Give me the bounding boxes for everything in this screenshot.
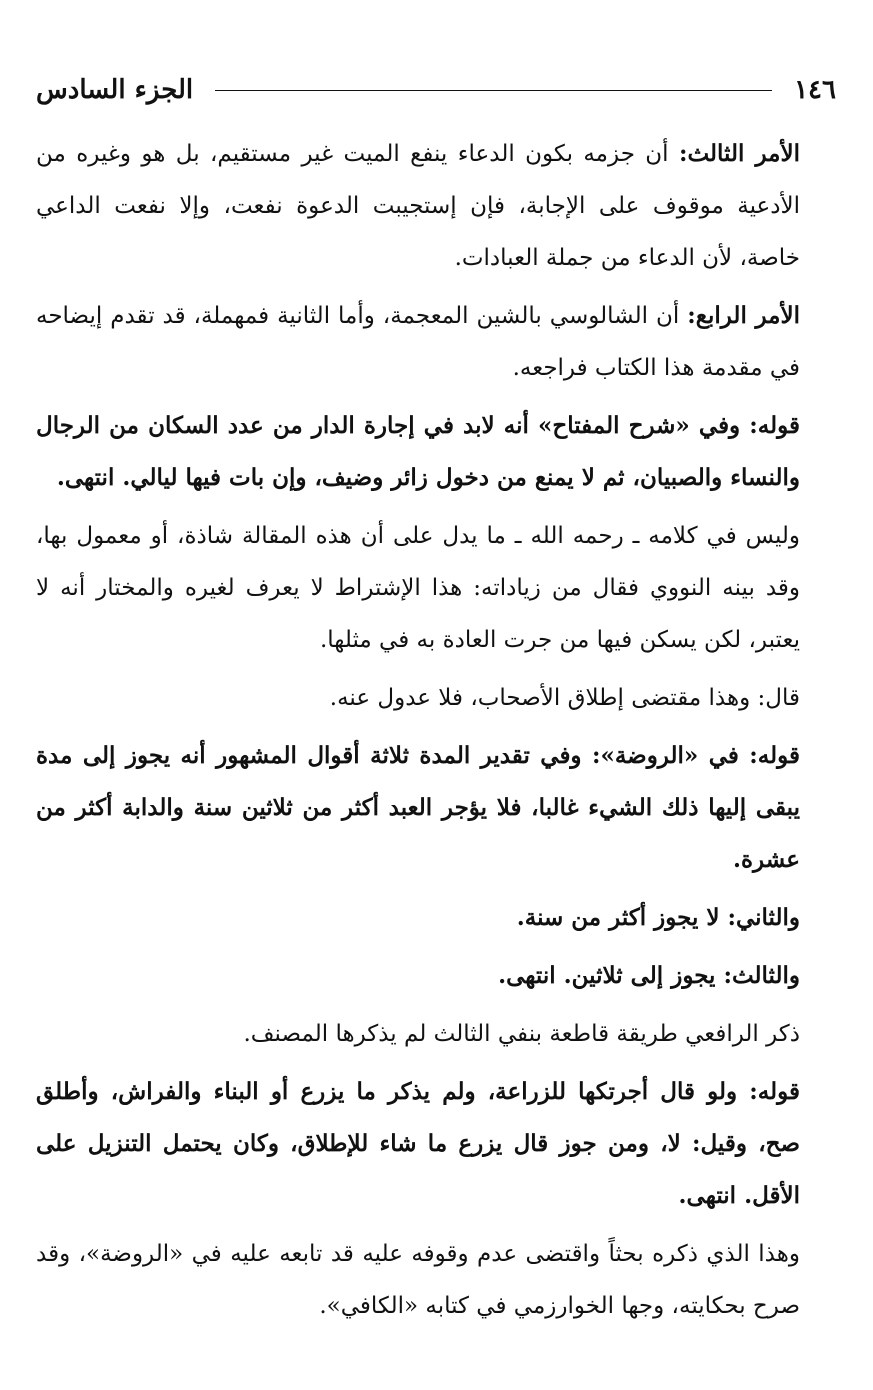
paragraph-quote-zira: قوله: ولو قال أجرتكها للزراعة، ولم يذكر ما يزرع أو البناء والفراش، وأطلق صح، وقيل: لا، ومن جوز قال يزرع ما شاء للإطلاق، وكان يحتمل التنزيل على الأقل. انتهى. [36, 1078, 800, 1209]
paragraph-third-opinion: والثالث: يجوز إلى ثلاثين. انتهى. [498, 962, 800, 989]
paragraph-rafii-note: ذكر الرافعي طريقة قاطعة بنفي الثالث لم يذكرها المصنف. [243, 1021, 800, 1047]
page-header [36, 70, 836, 110]
paragraph-fourth-matter [36, 290, 836, 394]
paragraph-commentary: وليس في كلامه ـ رحمه الله ـ ما يدل على أن هذه المقالة شاذة، أو معمول بها، وقد بينه النووي فقال من زياداته: هذا الإشتراط لا يعرف لغيره والمختار أنه لا يعتبر، لكن يسكن فيها من جرت العادة به في مثلها. [36, 523, 800, 653]
page-body [36, 128, 836, 1332]
paragraph-quote-sharh-almiftah: قوله: وفي «شرح المفتاح» أنه لابد في إجارة الدار من عدد السكان من الرجال والنساء والصبيان، ثم لا يمنع من دخول زائر وضيف، وإن بات فيها ليالي. انتهى. [36, 412, 800, 491]
paragraph-qala: قال: وهذا مقتضى إطلاق الأصحاب، فلا عدول عنه. [329, 685, 800, 711]
page-number: ١٤٦ [794, 75, 836, 105]
running-title: الجزء السادس [36, 75, 194, 105]
paragraph-text: أن الشالوسي بالشين المعجمة، وأما الثانية فمهملة، قد تقدم إيضاحه في مقدمة هذا الكتاب فراجعه. [36, 303, 800, 381]
header-divider [215, 90, 772, 91]
paragraph-quote-rawda: قوله: في «الروضة»: وفي تقدير المدة ثلاثة أقوال المشهور أنه يجوز إلى مدة يبقى إليها ذلك الشيء غالبا، فلا يؤجر العبد أكثر من ثلاثين سنة والدابة أكثر من عشرة. [36, 742, 800, 873]
paragraph-second-opinion: والثاني: لا يجوز أكثر من سنة. [516, 904, 800, 931]
book-page [36, 70, 836, 1338]
paragraph-third-matter [36, 128, 836, 284]
paragraph-lead: الأمر الرابع: [687, 302, 800, 329]
paragraph-final-commentary: وهذا الذي ذكره بحثاً واقتضى عدم وقوفه عليه قد تابعه عليه في «الروضة»، وقد صرح بحكايته، وجها الخوارزمي في كتابه «الكافي». [36, 1241, 800, 1319]
paragraph-lead: الأمر الثالث: [678, 140, 800, 167]
paragraph-text: أن جزمه بكون الدعاء ينفع الميت غير مستقيم، بل هو وغيره من الأدعية موقوف على الإجابة، فإن إستجيبت الدعوة نفعت، وإلا نفعت الداعي خاصة، لأن الدعاء من جملة العبادات. [36, 141, 800, 271]
